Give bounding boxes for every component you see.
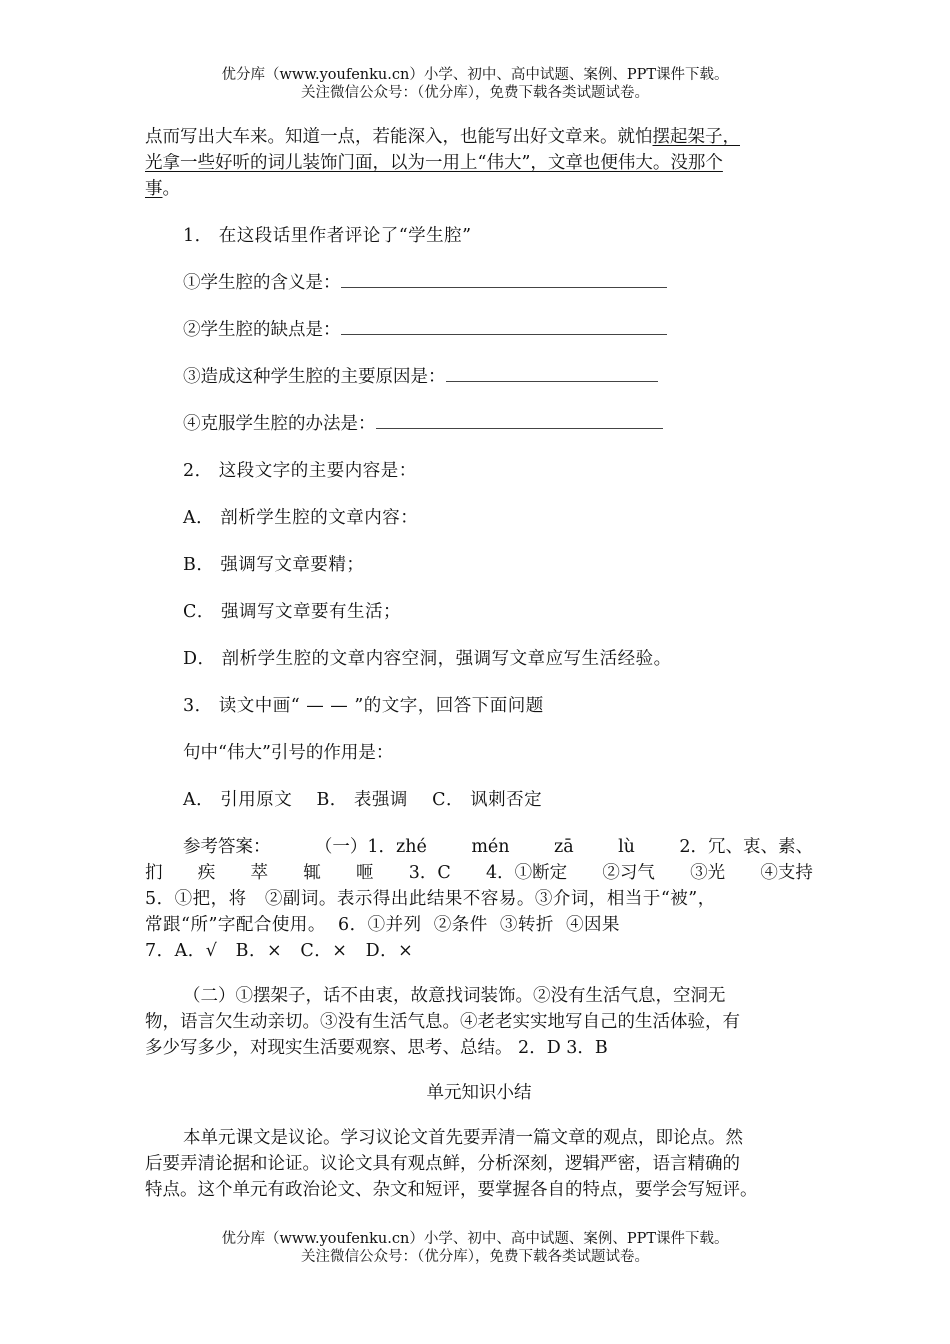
question-1-item-d <box>145 411 813 437</box>
answer-word: lù <box>618 837 635 857</box>
answer-word: （一）1．zhé <box>314 837 427 857</box>
question-3-options: A． 引用原文 B． 表强调 C． 讽刺否定 <box>183 790 543 810</box>
answer-line-3: 5．①把，将 ②副词。表示得出此结果不容易。③介词，相当于“被”， <box>145 889 716 909</box>
answer-word: 3．C <box>408 863 451 883</box>
answer-line-1 <box>145 834 813 860</box>
question-1-item-a <box>145 270 813 296</box>
question-2-option-c: C． 强调写文章要有生活； <box>183 602 401 622</box>
answer-line-4: 常跟“所”字配合使用。 6．①并列 ②条件 ③转折 ④因果 <box>145 915 621 935</box>
answer-line-5: 7．A．√ B．× C．× D．× <box>145 941 414 961</box>
answer-key <box>145 834 813 964</box>
item-label: ①学生腔的含义是： <box>183 273 341 293</box>
answer2-line-2: 物，语言欠生动亲切。③没有生活气息。④老老实实地写自己的生活体验，有 <box>145 1012 740 1032</box>
underlined-text: 事 <box>145 179 163 199</box>
footer-line-1: 优分库（www.youfenku.cn）小学、初中、高中试题、案例、PPT课件下载。 <box>221 1231 729 1247</box>
passage <box>145 124 813 202</box>
question-2-option-b: B． 强调写文章要精； <box>183 555 365 575</box>
answer-blank[interactable] <box>446 365 658 382</box>
passage-text: 点而写出大车来。知道一点，若能深入，也能写出好文章来。就怕 <box>145 127 653 147</box>
page-footer <box>0 1230 950 1266</box>
underlined-text: 光拿一些好听的词儿装饰门面，以为一用上“伟大”，文章也便伟大。没那个 <box>145 153 723 173</box>
question-3-sub: 句中“伟大”引号的作用是： <box>183 743 394 763</box>
summary-line-3: 特点。这个单元有政治论文、杂文和短评，要掌握各自的特点，要学会写短评。 <box>145 1180 758 1200</box>
question-1-item-b <box>145 317 813 343</box>
summary-line-1: 本单元课文是议论。学习议论文首先要弄清一篇文章的观点，即论点。然 <box>183 1128 743 1148</box>
answer-word: 疾 <box>197 863 216 883</box>
item-label: ②学生腔的缺点是： <box>183 320 341 340</box>
underlined-text: 摆起架子， <box>652 127 740 147</box>
answer-word: 2．冗、衷、素、 <box>679 837 813 857</box>
answer-word: 4．①断定 <box>486 863 568 883</box>
passage-text: 。 <box>162 179 180 199</box>
answer-word: 咂 <box>356 863 374 883</box>
answer-word: 扪 <box>145 863 163 883</box>
question-2-option-a: A． 剖析学生腔的文章内容： <box>183 508 419 528</box>
answer-blank[interactable] <box>376 412 663 429</box>
answer-line-2 <box>145 860 813 886</box>
unit-summary <box>145 1125 813 1203</box>
question-1-item-c <box>145 364 813 390</box>
document-body <box>145 124 813 1203</box>
item-label: ③造成这种学生腔的主要原因是： <box>183 367 446 387</box>
answer-word: 萃 <box>250 863 268 883</box>
answer2-line-1: （二）①摆架子，话不由衷，故意找词装饰。②没有生活气息，空洞无 <box>183 986 726 1006</box>
question-2-stem: 2． 这段文字的主要内容是： <box>183 461 417 481</box>
answer-word: mén <box>471 837 510 857</box>
question-2-option-d: D． 剖析学生腔的文章内容空洞，强调写文章应写生活经验。 <box>183 649 672 669</box>
item-label: ④克服学生腔的办法是： <box>183 414 376 434</box>
answer-word: ②习气 <box>602 863 655 883</box>
question-3-stem: 3． 读文中画“ — — ”的文字，回答下面问题 <box>183 696 544 716</box>
answer-word: ③光 <box>690 863 726 883</box>
answer-word: 辄 <box>303 863 321 883</box>
answer-key-part-2 <box>145 983 813 1061</box>
page-header <box>0 66 950 102</box>
answer2-line-3: 多少写多少，对现实生活要观察、思考、总结。 2．D 3．B <box>145 1038 608 1058</box>
header-line-1: 优分库（www.youfenku.cn）小学、初中、高中试题、案例、PPT课件下载。 <box>221 67 729 83</box>
summary-line-2: 后要弄清论据和论证。议论文具有观点鲜，分析深刻，逻辑严密，语言精确的 <box>145 1154 740 1174</box>
section-title: 单元知识小结 <box>426 1083 532 1103</box>
footer-line-2: 关注微信公众号：（优分库），免费下载各类试题试卷。 <box>301 1249 649 1265</box>
answer-blank[interactable] <box>341 271 667 288</box>
answer-word: 参考答案： <box>183 837 271 857</box>
question-1-stem: 1． 在这段话里作者评论了“学生腔” <box>183 226 472 246</box>
answer-word: zā <box>553 837 574 857</box>
answer-word: ④支持 <box>760 863 813 883</box>
answer-blank[interactable] <box>341 318 667 335</box>
header-line-2: 关注微信公众号：（优分库），免费下载各类试题试卷。 <box>301 85 649 101</box>
